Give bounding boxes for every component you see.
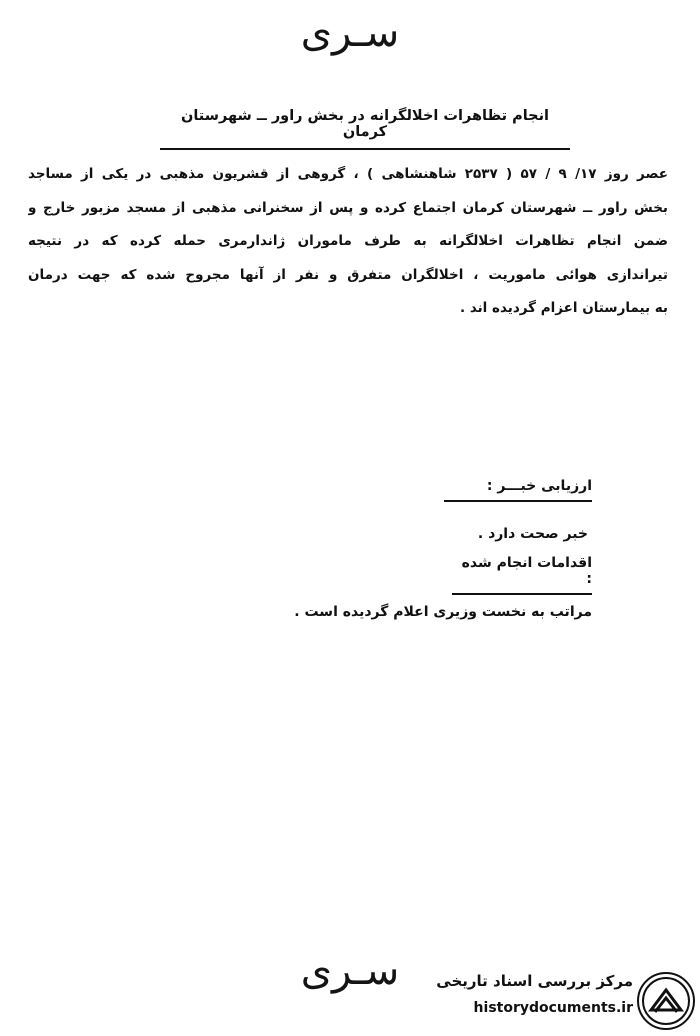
report-line: عصر روز ۱۷/ ۹ / ۵۷ ( ۲۵۳۷ شاهنشاهی ) ، گروهی از قشریون مذهبی در یکی از مساجد <box>28 166 668 182</box>
document-subject: انجام تظاهرات اخلالگرانه در بخش راور ــ شهرستان کرمان <box>160 108 570 150</box>
classification-footer: سـری <box>300 948 400 994</box>
archive-name: مرکز بررسی اسناد تاریخی <box>436 972 633 990</box>
actions-value: مراتب به نخست وزیری اعلام گردیده است . <box>294 604 592 620</box>
actions-label: اقدامات انجام شده : <box>452 555 592 595</box>
report-line: بخش راور ــ شهرستان کرمان اجتماع کرده و پس از سخنرانی مذهبی از مسجد مزبور خارج و <box>28 199 668 216</box>
report-line: به بیمارستان اعزام گردیده اند . <box>459 300 668 316</box>
book-seal-icon <box>637 972 695 1030</box>
report-body <box>28 158 668 326</box>
report-line: ضمن انجام تظاهرات اخلالگرانه به طرف ماموران ژاندارمری حمله کرده که در نتیجه <box>28 233 668 249</box>
archive-url: historydocuments.ir <box>473 1000 633 1016</box>
evaluation-value: خبر صحت دارد . <box>477 526 588 542</box>
evaluation-label: ارزیابی خبـــر : <box>444 478 592 502</box>
archive-watermark <box>415 966 695 1032</box>
subject-block <box>160 108 570 150</box>
report-line: تیراندازی هوائی ماموریت ، اخلالگران متفرق و نفر از آنها مجروح شده که جهت درمان <box>28 266 668 283</box>
classification-header: سـری <box>300 10 400 56</box>
